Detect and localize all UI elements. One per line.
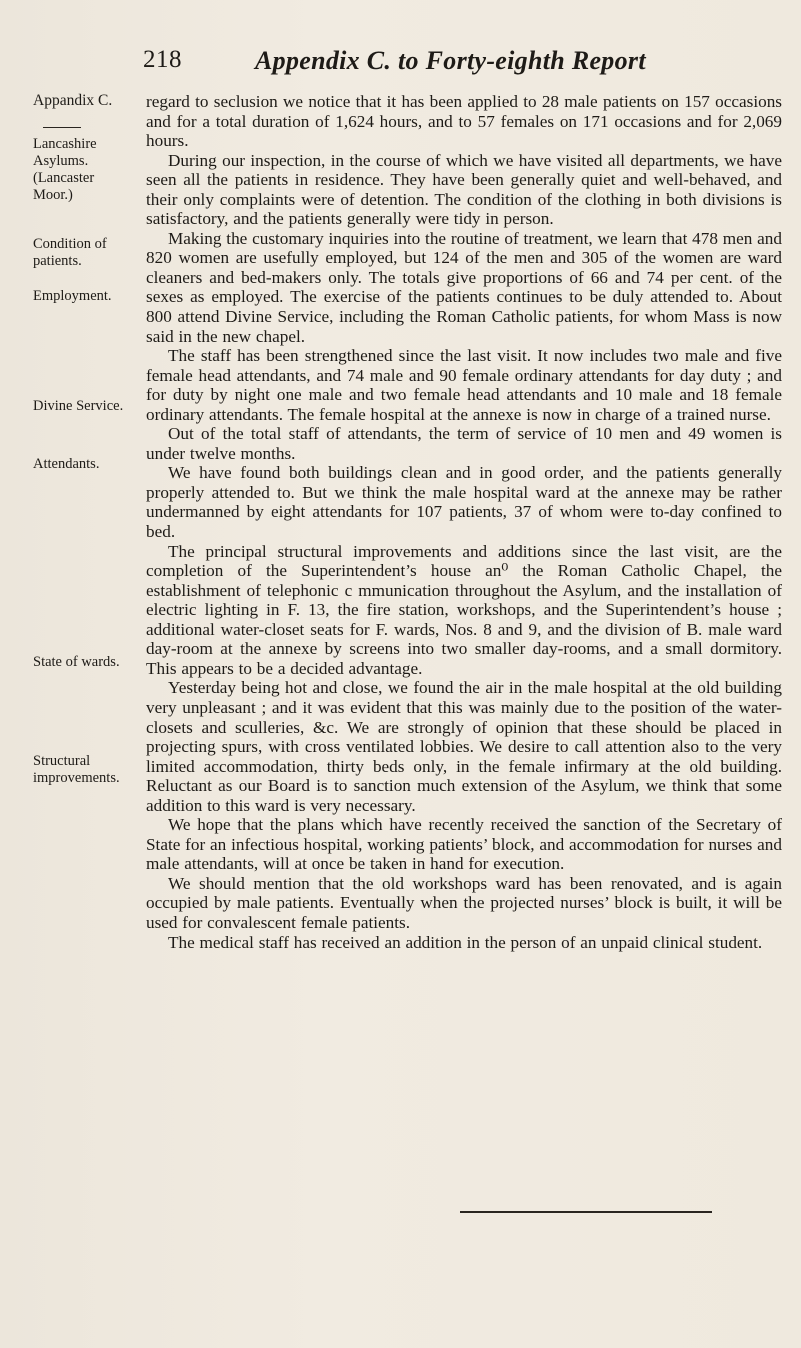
paragraph-employment: Making the customary inquiries into the routine of treatment, we learn that 478 men and 820 women are usefully employed, but 124 of the men and 305 of the women are ward cleaners and bed-makers only. The totals give proportions of 66 and 74 per cent. of the sexes as employed. The exercise of the patients continues to be duly attended to. About 800 attend Divine Service, including the Roman Catholic patients, for whom Mass is now said in the new chapel. (146, 228, 782, 346)
margin-note-attendants: Attendants. (33, 456, 100, 472)
margin-note-employment: Employment. (33, 288, 112, 304)
running-title: Appendix C. to Forty-eighth Report (255, 46, 646, 75)
paragraph-workshops-ward: We should mention that the old workshops ward has been renovated, and is again occupied by male patients. Eventually when the projected nurses’ block is built, it will be used for convalescent female patients. (146, 873, 782, 932)
margin-note-line: Structural (33, 753, 91, 769)
margin-note-condition (33, 236, 107, 270)
margin-note-structural (33, 753, 120, 787)
paragraph-medical-staff: The medical staff has received an addition in the person of an unpaid clinical student. (168, 932, 763, 952)
page-header (143, 46, 783, 80)
paragraph-male-hospital: Yesterday being hot and close, we found the air in the male hospital at the old building very unpleasant ; and it was evident that this was mainly due to the position of the water-closets and sculleries, &c. We are strongly of opinion that these should be placed in projecting spurs, with cross ventilated lobbies. We desire to call attention also to the very limited accommodation, thirty beds only, in the female infirmary at the old building. Reluctant as our Board is to sanction much extension of the Asylum, we think that some addition to this ward is very necessary. (146, 678, 782, 815)
page-number: 218 (143, 46, 182, 73)
body-text (146, 92, 782, 952)
paragraph-seclusion: regard to seclusion we notice that it has been applied to 28 male patients on 157 occasions and for a total duration of 1,624 hours, and to 57 females on 171 occasions and for 2,069 hours. (146, 92, 782, 151)
margin-note-line: Asylums. (33, 153, 89, 169)
margin-divider (43, 127, 81, 128)
margin-note-line: improvements. (33, 770, 120, 786)
paragraph-inspection: During our inspection, in the course of which we have visited all departments, we have seen all the patients in residence. They have been generally quiet and well-behaved, and their only complaints were of detention. The condition of the clothing in both divisions is satisfactory, and the patients generally were tidy in person. (146, 150, 782, 229)
margin-note-state-of-wards: State of wards. (33, 654, 120, 670)
margin-note-line: Lancashire (33, 136, 97, 152)
margin-note-line: patients. (33, 253, 82, 269)
margin-note-line: (Lancaster (33, 170, 95, 186)
end-rule (460, 1211, 712, 1213)
paragraph-structural-improvements: The principal structural improvements and additions since the last visit, are the completion of the Superintendent’s house an⁰ the Roman Catholic Chapel, the establishment of telephonic c mmunication throughout the Asylum, and the installation of electric lighting in F. 13, the fire station, workshops, and the Superintendent’s house ; additional water-closet seats for F. wards, Nos. 8 and 9, and the division of B. male ward day-room at the annexe by screens into two smaller day-rooms, and a small dormitory. This appears to be a decided advantage. (146, 541, 782, 678)
margin-note-divine-service: Divine Service. (33, 398, 124, 414)
margin-note-line: Condition of (33, 236, 107, 252)
paragraph-plans: We hope that the plans which have recently received the sanction of the Secretary of State for an infectious hospital, working patients’ block, and accommodation for nurses and male attendants, will at once be taken in hand for execution. (146, 815, 782, 874)
margin-note-institution (33, 136, 97, 204)
paragraph-state-of-wards: We have found both buildings clean and in good order, and the patients generally properly attended to. But we think the male hospital ward at the annexe may be rather undermanned by eight attendants for 107 patients, 37 of whom were to-day confined to bed. (146, 463, 782, 542)
margin-note-line: Moor.) (33, 187, 73, 203)
margin-note-appendix: Appandix C. (33, 92, 113, 109)
paragraph-attendants: The staff has been strengthened since the last visit. It now includes two male and five female head attendants, and 74 male and 90 female ordinary attendants for day duty ; and for duty by night one male and two female head attendants and 10 male and 18 female ordinary attendants. The female hospital at the annexe is now in charge of a trained nurse. (146, 346, 782, 424)
paragraph-staff-service: Out of the total staff of attendants, the term of service of 10 men and 49 women is under twelve months. (146, 424, 782, 463)
